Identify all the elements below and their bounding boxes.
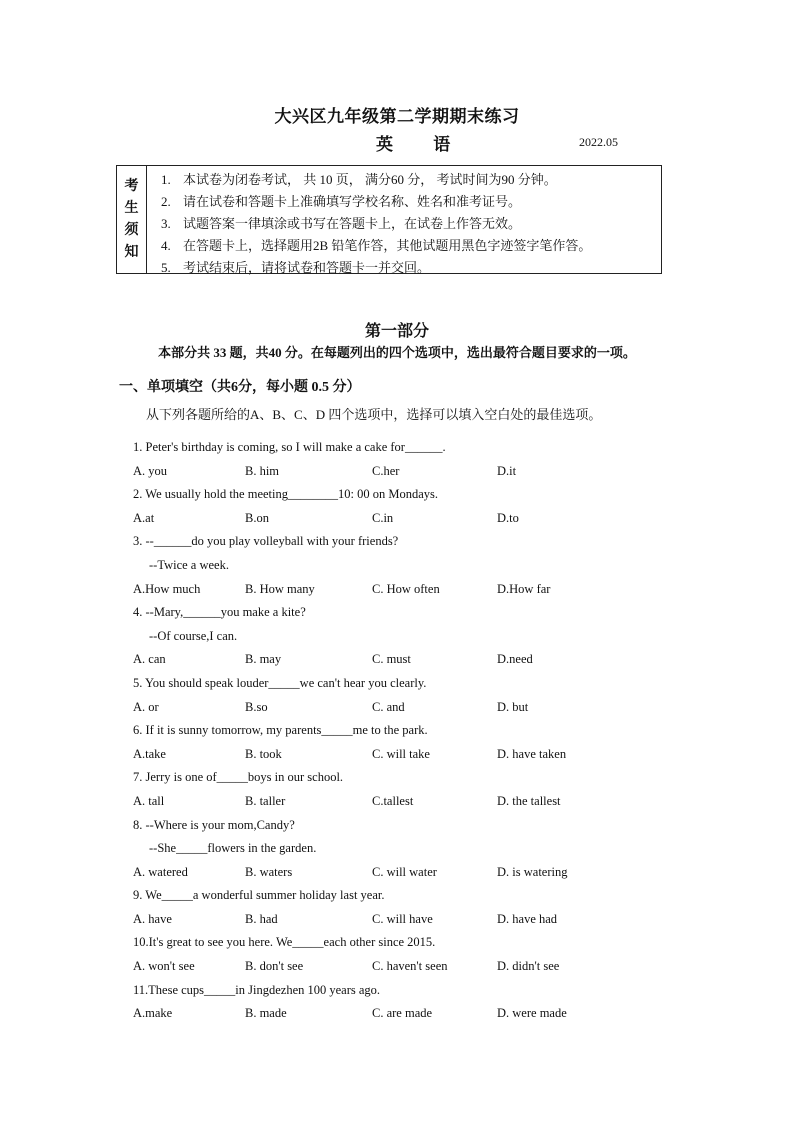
answer-option: C.in xyxy=(372,510,394,525)
answer-option: A.at xyxy=(133,510,155,525)
answer-option: C.tallest xyxy=(372,793,414,808)
question-stem: 1. Peter's birthday is coming, so I will make a cake for______. xyxy=(133,440,446,454)
question-stem: 9. We_____a wonderful summer holiday last year. xyxy=(133,888,385,903)
notice-label-char: 考 xyxy=(124,178,139,194)
answer-option: C. will water xyxy=(372,864,437,879)
notice-item-number: 2. xyxy=(161,194,171,209)
answer-options xyxy=(133,696,653,720)
notice-item-text: 在答题卡上，选择题用2B 铅笔作答，其他试题用黑色字迹签字笔作答。 xyxy=(183,238,592,253)
notice-item-text: 试题答案一律填涂或书写在答题卡上，在试卷上作答无效。 xyxy=(183,216,522,231)
question-stem: 4. --Mary,______you make a kite? xyxy=(133,605,306,620)
answer-option: D. have taken xyxy=(497,746,567,761)
answer-option: D. but xyxy=(497,699,529,714)
answer-option: D. didn't see xyxy=(497,959,560,974)
question-item xyxy=(133,814,653,885)
part-description: 本部分共 33 题，共40 分。在每题列出的四个选项中，选出最符合题目要求的一项。 xyxy=(158,345,636,360)
question-stem: 6. If it is sunny tomorrow, my parents_____me to the park. xyxy=(133,723,428,738)
answer-option: B. waters xyxy=(245,864,293,879)
answer-option: B. taller xyxy=(245,793,286,808)
answer-options xyxy=(133,648,653,672)
answer-options xyxy=(133,507,653,531)
answer-option: B. had xyxy=(245,911,278,926)
answer-option: C. will have xyxy=(372,911,433,926)
candidate-notice-box xyxy=(116,165,662,274)
answer-option: C. haven't seen xyxy=(372,959,448,974)
notice-label-char: 生 xyxy=(124,200,139,216)
answer-option: B.so xyxy=(245,699,268,714)
answer-option: B. him xyxy=(245,463,280,478)
answer-option: D.to xyxy=(497,510,519,525)
answer-option: D.need xyxy=(497,652,533,667)
answer-option: A.take xyxy=(133,746,166,761)
answer-options xyxy=(133,790,653,814)
answer-option: B. took xyxy=(245,746,282,761)
question-stem: 5. You should speak louder_____we can't hear you clearly. xyxy=(133,675,427,690)
notice-label xyxy=(117,166,147,273)
answer-option: A. won't see xyxy=(133,959,195,974)
question-stem: 8. --Where is your mom,Candy? xyxy=(133,817,295,832)
question-item xyxy=(133,931,653,978)
question-reply: --She_____flowers in the garden. xyxy=(149,841,317,856)
notice-label-char: 须 xyxy=(124,222,139,238)
question-stem: 2. We usually hold the meeting________10: 00 on Mondays. xyxy=(133,487,438,502)
answer-option: D. have had xyxy=(497,911,558,926)
answer-option: B. don't see xyxy=(245,959,304,974)
answer-option: A. can xyxy=(133,652,166,667)
notice-item-number: 4. xyxy=(161,238,171,253)
part-title: 第一部分 xyxy=(364,323,429,340)
question-reply: --Of course,I can. xyxy=(149,628,238,643)
exam-subject: 英 语 xyxy=(376,135,469,154)
answer-options xyxy=(133,460,653,484)
notice-item-text: 考试结束后，请将试卷和答题卡一并交回。 xyxy=(183,260,431,275)
question-stem: 3. --______do you play volleyball with your friends? xyxy=(133,534,399,549)
notice-item xyxy=(161,257,591,279)
answer-options xyxy=(133,578,653,602)
answer-option: A. watered xyxy=(133,864,188,879)
notice-item xyxy=(161,213,591,235)
answer-options xyxy=(133,743,653,767)
question-reply: --Twice a week. xyxy=(149,557,229,572)
answer-option: B. How many xyxy=(245,581,315,596)
question-stem: 11.These cups_____in Jingdezhen 100 years ago. xyxy=(133,982,381,997)
question-item xyxy=(133,979,653,1026)
answer-option: A. have xyxy=(133,911,172,926)
answer-option: A. or xyxy=(133,699,159,714)
notice-item-text: 本试卷为闭卷考试， 共 10 页， 满分60 分， 考试时间为90 分钟。 xyxy=(183,172,557,187)
question-stem: 7. Jerry is one of_____boys in our school. xyxy=(133,770,344,785)
section-title: 一、单项填空（共6分，每小题 0.5 分） xyxy=(119,380,361,395)
question-item xyxy=(133,766,653,813)
answer-options xyxy=(133,955,653,979)
notice-item-number: 5. xyxy=(161,260,171,275)
answer-option: C.her xyxy=(372,463,400,478)
answer-option: D.How far xyxy=(497,581,551,596)
answer-option: D. the tallest xyxy=(497,793,561,808)
answer-options xyxy=(133,908,653,932)
answer-option: A.make xyxy=(133,1006,173,1021)
answer-option: B. may xyxy=(245,652,282,667)
question-item xyxy=(133,672,653,719)
notice-list xyxy=(161,169,591,279)
answer-option: D. were made xyxy=(497,1006,567,1021)
question-item xyxy=(133,436,653,483)
notice-item xyxy=(161,235,591,257)
question-list xyxy=(133,436,653,1026)
question-item xyxy=(133,530,653,601)
question-item xyxy=(133,884,653,931)
answer-option: C. How often xyxy=(372,581,440,596)
answer-option: B. made xyxy=(245,1006,287,1021)
answer-option: C. will take xyxy=(372,746,430,761)
answer-option: C. are made xyxy=(372,1006,433,1021)
answer-option: A. tall xyxy=(133,793,165,808)
notice-item xyxy=(161,169,591,191)
answer-option: B.on xyxy=(245,510,269,525)
notice-item-text: 请在试卷和答题卡上准确填写学校名称、姓名和准考证号。 xyxy=(183,194,522,209)
question-item xyxy=(133,719,653,766)
question-stem: 10.It's great to see you here. We_____each other since 2015. xyxy=(133,935,436,950)
answer-option: D.it xyxy=(497,463,517,478)
exam-title: 大兴区九年级第二学期期末练习 xyxy=(274,107,520,126)
answer-option: A. you xyxy=(133,463,168,478)
section-instruction: 从下列各题所给的A、B、C、D 四个选项中，选择可以填入空白处的最佳选项。 xyxy=(146,407,602,422)
answer-option: A.How much xyxy=(133,581,201,596)
notice-item-number: 1. xyxy=(161,172,171,187)
answer-options xyxy=(133,861,653,885)
question-item xyxy=(133,601,653,672)
question-item xyxy=(133,483,653,530)
answer-option: D. is watering xyxy=(497,864,568,879)
exam-date: 2022.05 xyxy=(579,135,618,149)
notice-label-char: 知 xyxy=(124,244,139,260)
answer-option: C. must xyxy=(372,652,411,667)
answer-option: C. and xyxy=(372,699,405,714)
answer-options xyxy=(133,1002,653,1026)
notice-item xyxy=(161,191,591,213)
notice-item-number: 3. xyxy=(161,216,171,231)
